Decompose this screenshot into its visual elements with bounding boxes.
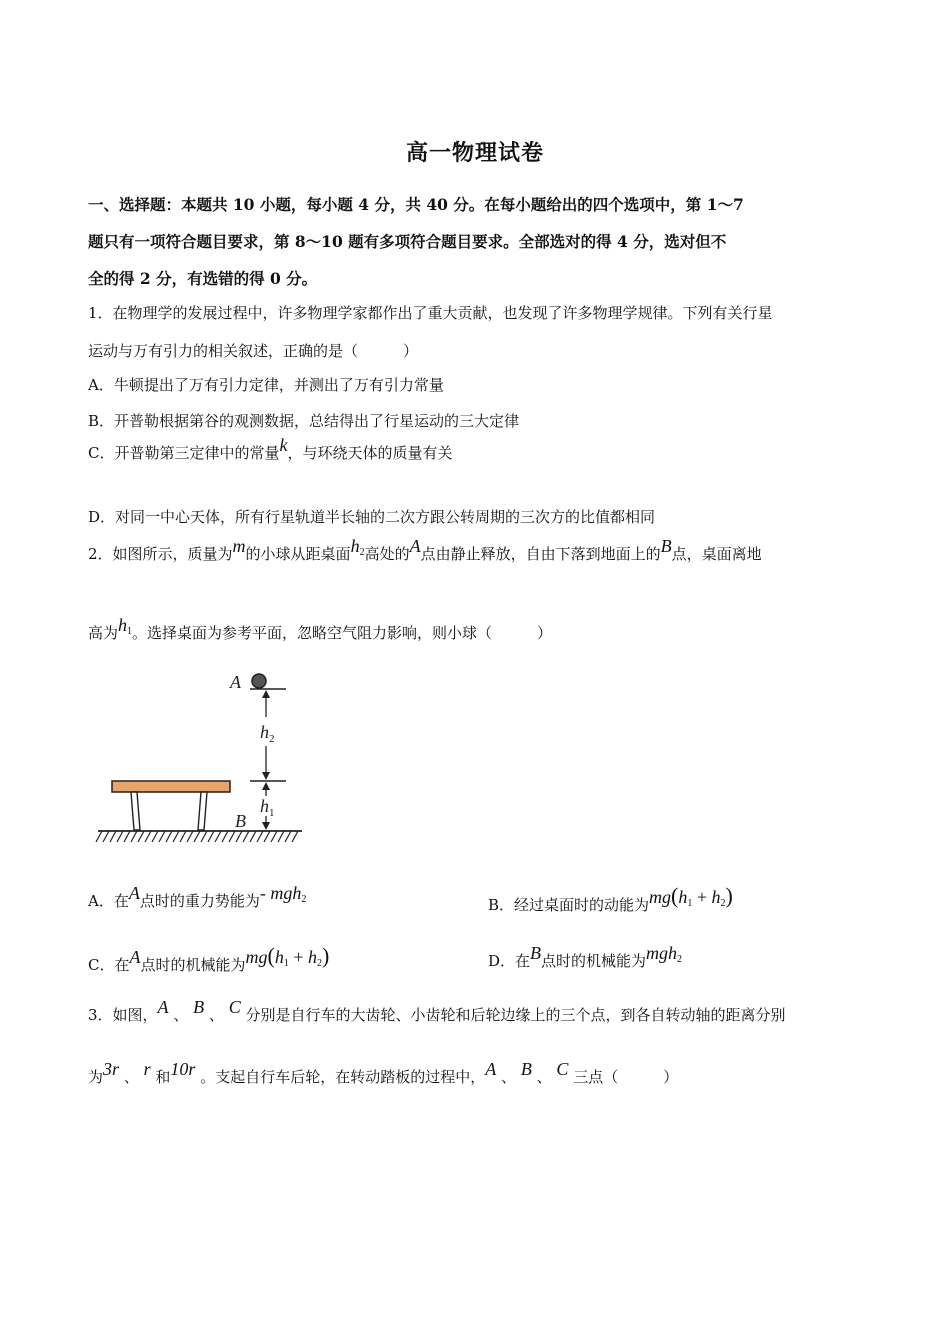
q3-text: 。支起自行车后轮，在转动踏板的过程中， — [200, 1068, 486, 1086]
var-C: C — [228, 997, 241, 1017]
q3-text: 为 — [88, 1068, 104, 1086]
var-B: B — [520, 1059, 532, 1079]
var-h1: $h_1$ — [118, 615, 133, 637]
var-B: B — [193, 997, 205, 1017]
q3-text: 3．如图， — [88, 1006, 158, 1024]
section-line-3: 全的得 2 分，有选错的得 0 分。 — [88, 269, 318, 288]
q1-stem-line-2: 运动与万有引力的相关叙述，正确的是（ ） — [88, 342, 419, 360]
q2-text: 。选择桌面为参考平面，忽略空气阻力影响，则小球（ ） — [132, 624, 553, 642]
q3-stem-line-1: 3．如图，A 、 B 、 C 分别是自行车的大齿轮、小齿轮和后轮边缘上的三个点，到各自转动轴的距离分别 — [88, 997, 786, 1024]
formula-mg-h1-plus-h2: $mg(h_1 + h_2)$ — [245, 943, 330, 969]
figure-label-b: B — [235, 811, 246, 831]
q1-option-c-text: C．开普勒第三定律中的常量 — [88, 444, 280, 462]
var-B: B — [660, 536, 672, 556]
q1-option-c-text-2: ，与环绕天体的质量有关 — [287, 444, 453, 462]
q1-option-a: A．牛顿提出了万有引力定律，并测出了万有引力常量 — [88, 376, 444, 394]
q2-option-d-text-2: 点时的机械能为 — [541, 952, 647, 970]
tabletop — [112, 781, 230, 792]
q2-stem-line-2 — [88, 615, 553, 644]
var-10r: 10r — [170, 1059, 196, 1079]
var-A: A — [129, 947, 141, 967]
formula-neg-mgh2: - mgh$_2$ — [259, 883, 307, 905]
table-ball-figure — [92, 664, 308, 850]
var-A: A — [409, 536, 421, 556]
section-line-2: 题只有一项符合题目要求，第 8～10 题有多项符合题目要求。全部选对的得 4 分，选对但不 — [88, 232, 727, 251]
q1-option-b: B．开普勒根据第谷的观测数据，总结得出了行星运动的三大定律 — [88, 412, 520, 430]
var-3r: 3r — [103, 1059, 120, 1079]
var-A: A — [485, 1059, 497, 1079]
q2-option-b-text: B．经过桌面时的动能为 — [488, 896, 650, 914]
q2-text: 2．如图所示，质量为 — [88, 545, 233, 563]
q3-stem-line-2: 为3r 、 r 和10r 。支起自行车后轮，在转动踏板的过程中，A 、 B 、 C 三点（ ） — [88, 1059, 679, 1086]
q1-option-c — [88, 435, 453, 463]
formula-mgh2: mgh$_2$ — [646, 943, 683, 965]
q2-option-c — [88, 943, 330, 976]
ground-hatch — [96, 831, 298, 842]
var-A: A — [157, 997, 169, 1017]
section-line-1: 一、选择题：本题共 10 小题，每小题 4 分，共 40 分。在每小题给出的四个选项中，第 1～7 — [88, 195, 744, 214]
figure-label-h1: $h_1$ — [260, 796, 275, 819]
page-title: 高一物理试卷 — [405, 140, 544, 166]
q2-option-d-text: D．在 — [488, 952, 531, 970]
var-m: m — [232, 536, 246, 556]
var-k: k — [279, 435, 288, 455]
var-h2: $h_2$ — [350, 536, 365, 558]
q2-text: 高处的 — [364, 545, 410, 563]
var-r: r — [143, 1059, 151, 1079]
formula-mg-h1-plus-h2: $mg(h_1 + h_2)$ — [649, 883, 733, 909]
ball-icon — [252, 674, 266, 688]
q2-text: 高为 — [88, 624, 119, 642]
table-leg-left — [131, 792, 140, 830]
q2-option-a-text: A．在 — [88, 892, 129, 910]
var-A: A — [128, 883, 140, 903]
q1-stem-line-1: 1．在物理学的发展过程中，许多物理学家都作出了重大贡献，也发现了许多物理学规律。下列有关行星 — [88, 304, 773, 322]
q2-text: 点，桌面离地 — [671, 545, 762, 563]
q2-option-d — [488, 943, 683, 972]
q3-text: 三点（ ） — [573, 1068, 679, 1086]
var-B: B — [530, 943, 542, 963]
q2-option-a — [88, 883, 307, 912]
figure-label-h2: $h_2$ — [260, 722, 275, 745]
q2-option-b — [488, 883, 733, 916]
q1-option-d: D．对同一中心天体，所有行星轨道半长轴的二次方跟公转周期的三次方的比值都相同 — [88, 508, 656, 526]
q2-stem-line-1 — [88, 536, 762, 565]
q3-text: 分别是自行车的大齿轮、小齿轮和后轮边缘上的三个点，到各自转动轴的距离分别 — [245, 1006, 786, 1024]
q2-option-a-text-2: 点时的重力势能为 — [139, 892, 260, 910]
q2-text: 的小球从距桌面 — [245, 545, 351, 563]
figure-label-a: A — [230, 672, 241, 692]
table-leg-right — [198, 792, 207, 830]
var-C: C — [556, 1059, 569, 1079]
section-instructions — [88, 186, 868, 297]
q2-option-c-text-2: 点时的机械能为 — [140, 956, 246, 974]
q2-text: 点由静止释放，自由下落到地面上的 — [420, 545, 661, 563]
q2-option-c-text: C．在 — [88, 956, 130, 974]
